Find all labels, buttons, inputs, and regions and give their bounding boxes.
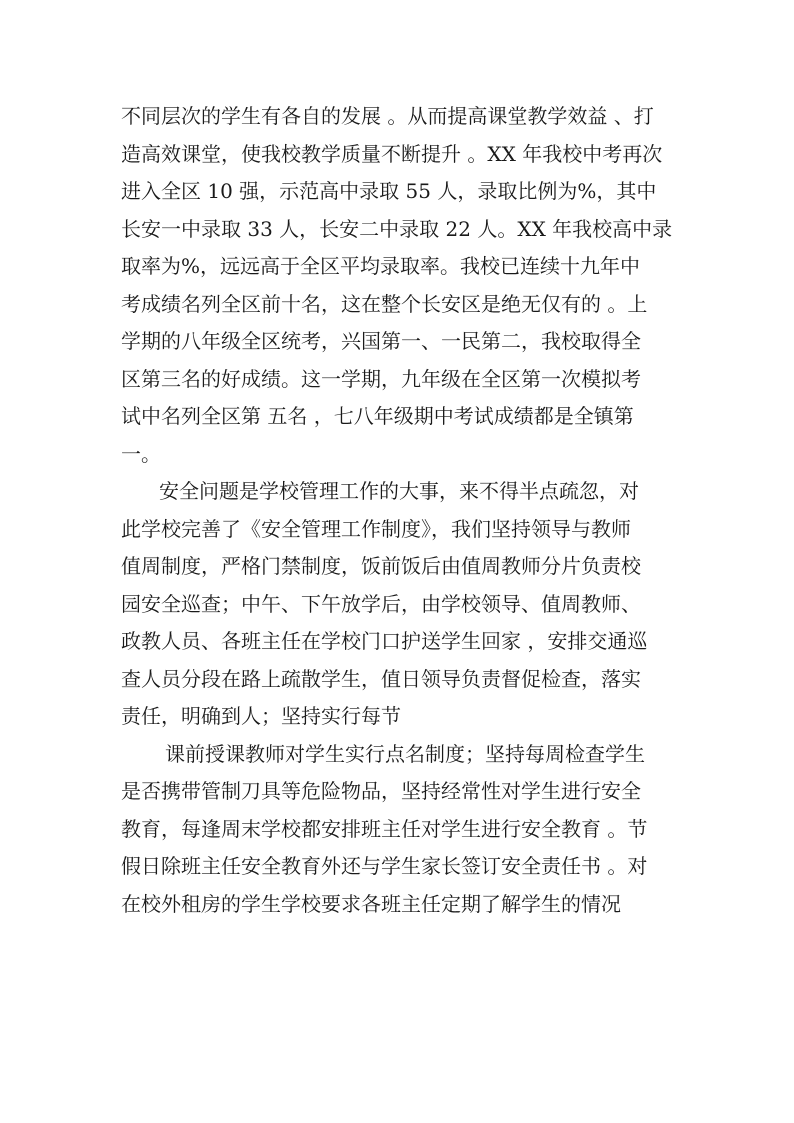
text-line: 是否携带管制刀具等危险物品，坚持经常性对学生进行安全 — [121, 779, 641, 803]
text-line: 政教人员、各班主任在学校门口护送学生回家 ，安排交通巡 — [121, 629, 648, 653]
text-line: 在校外租房的学生学校要求各班主任定期了解学生的情况 — [121, 891, 621, 916]
text-line: 取率为%，远远高于全区平均录取率。我校已连续十九年中 — [121, 254, 641, 278]
text-line: 教育，每逢周末学校都安排班主任对学生进行安全教育 。节 — [121, 816, 648, 841]
text-line: 学期的八年级全区统考，兴国第一、一民第二，我校取得全 — [121, 329, 641, 353]
document-body — [121, 98, 681, 923]
text-line: 值周制度，严格门禁制度，饭前饭后由值周教师分片负责校 — [121, 554, 641, 578]
text-line: 一。 — [121, 441, 161, 466]
text-line: 此学校完善了《安全管理工作制度》，我们坚持领导与教师 — [121, 516, 631, 541]
text-line: 责任，明确到人；坚持实行每节 — [121, 704, 401, 728]
text-line: 园安全巡查；中午、下午放学后，由学校领导、值周教师、 — [121, 591, 641, 616]
text-line: 查人员分段在路上疏散学生，值日领导负责督促检查，落实 — [121, 666, 641, 691]
text-line: 假日除班主任安全教育外还与学生家长签订安全责任书 。对 — [121, 854, 648, 878]
text-line: 进入全区 10 强，示范高中录取 55 人，录取比例为%，其中 — [121, 179, 657, 203]
text-line: 考成绩名列全区前十名，这在整个长安区是绝无仅有的 。上 — [121, 291, 648, 316]
text-line: 长安一中录取 33 人，长安二中录取 22 人。XX 年我校高中录 — [121, 216, 673, 241]
text-line: 造高效课堂，使我校教学质量不断提升 。XX 年我校中考再次 — [121, 141, 663, 166]
text-line: 试中名列全区第 五名 ，七八年级期中考试成绩都是全镇第 — [121, 404, 634, 428]
text-line: 区第三名的好成绩。这一学期，九年级在全区第一次模拟考 — [121, 366, 641, 391]
paragraph-first-line: 安全问题是学校管理工作的大事，来不得半点疏忽，对 — [159, 479, 639, 503]
text-line: 不同层次的学生有各自的发展 。从而提高课堂教学效益 、打 — [121, 104, 654, 128]
paragraph-first-line: 课前授课教师对学生实行点名制度；坚持每周检查学生 — [165, 741, 645, 766]
